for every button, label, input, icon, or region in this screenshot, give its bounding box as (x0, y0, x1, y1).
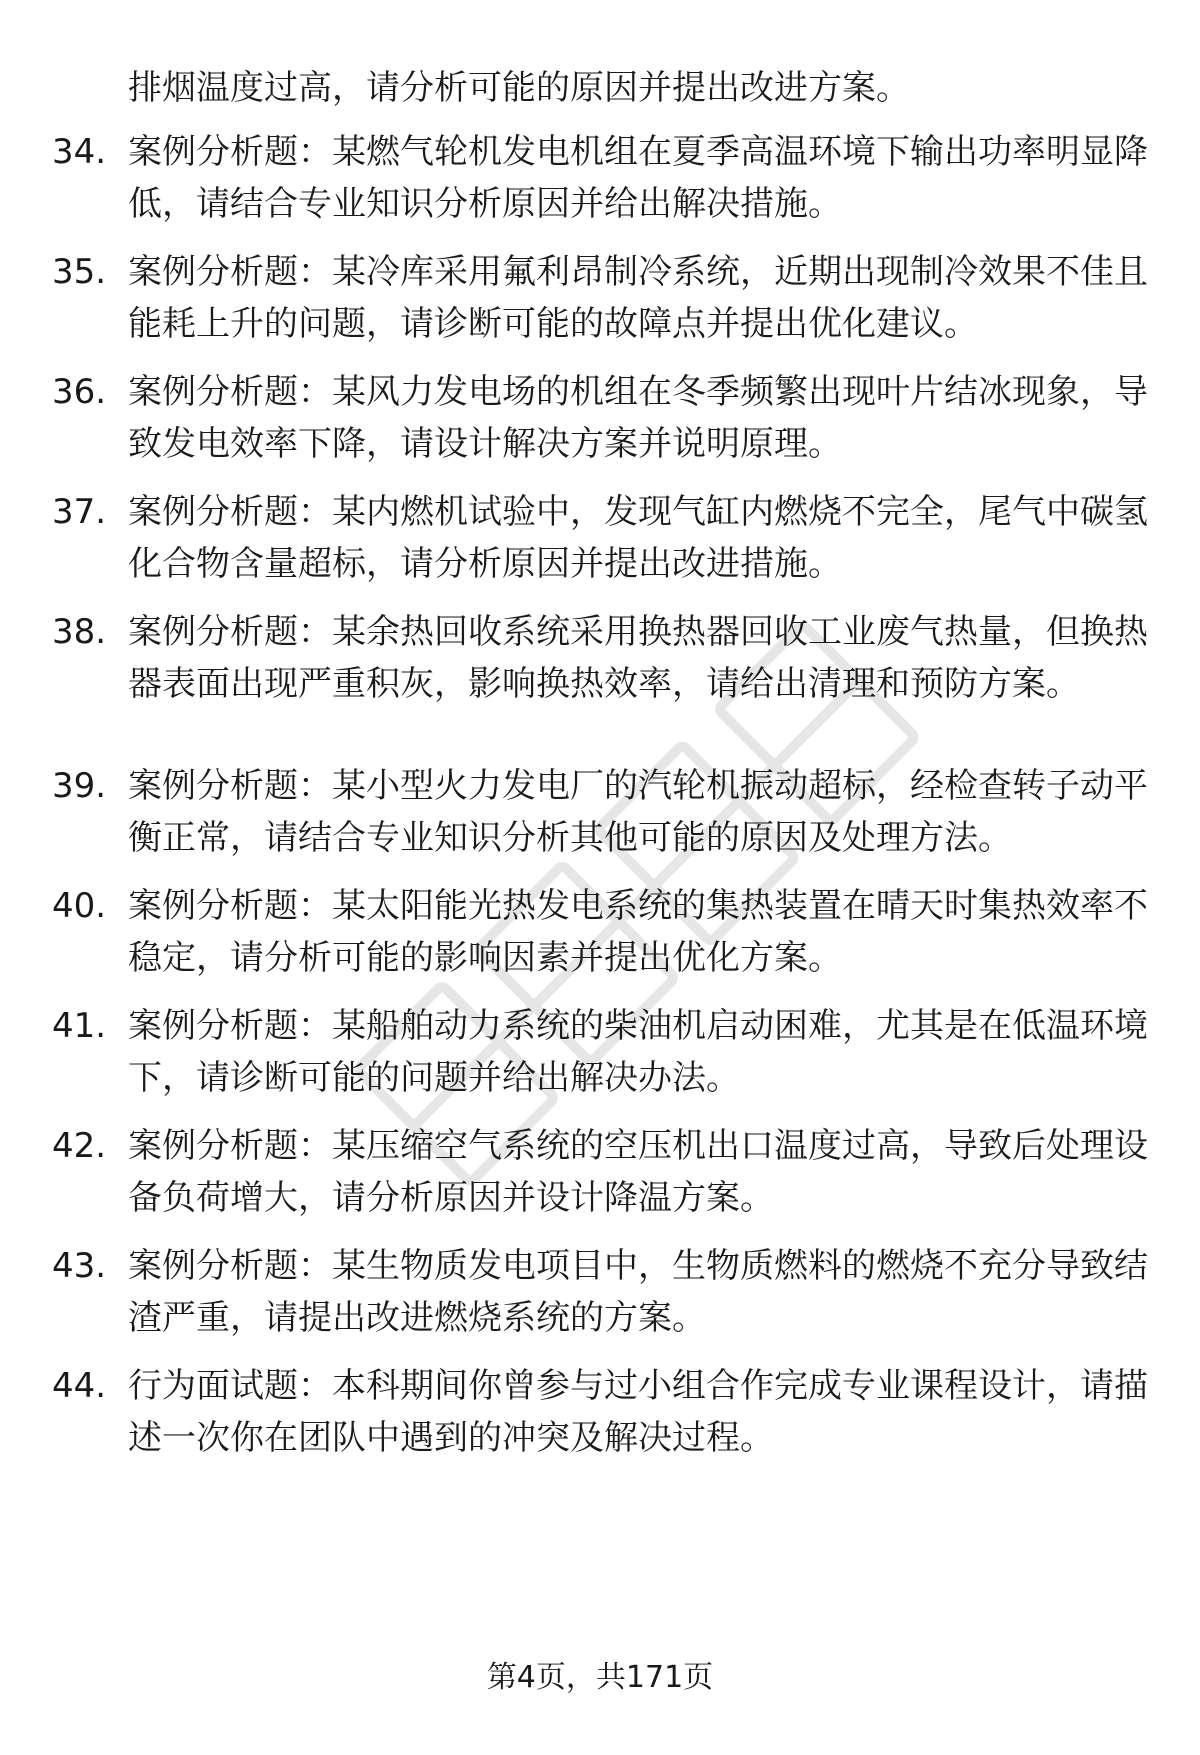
item-text: 案例分析题：某小型火力发电厂的汽轮机振动超标，经检查转子动平衡正常，请结合专业知识分析其他可能的原因及处理方法。 (128, 766, 1148, 858)
item-text: 案例分析题：某船舶动力系统的柴油机启动困难，尤其是在低温环境下，请诊断可能的问题并给出解决办法。 (128, 1006, 1148, 1098)
item-number: 39. (52, 766, 107, 806)
page-footer: 第4页，共171页 (486, 1660, 714, 1695)
item-number: 42. (52, 1126, 107, 1166)
continuation-text: 排烟温度过高，请分析可能的原因并提出改进方案。 (128, 68, 910, 108)
item-number: 37. (52, 492, 107, 532)
item-text: 案例分析题：某风力发电场的机组在冬季频繁出现叶片结冰现象，导致发电效率下降，请设计解决方案并说明原理。 (128, 372, 1148, 464)
item-number: 44. (52, 1366, 107, 1406)
item-number: 34. (52, 132, 107, 172)
item-number: 35. (52, 252, 107, 292)
item-text: 案例分析题：某燃气轮机发电机组在夏季高温环境下输出功率明显降低，请结合专业知识分析原因并给出解决措施。 (128, 132, 1148, 224)
item-number: 41. (52, 1006, 107, 1046)
item-text: 案例分析题：某内燃机试验中，发现气缸内燃烧不完全，尾气中碳氢化合物含量超标，请分析原因并提出改进措施。 (128, 492, 1148, 584)
item-text: 案例分析题：某生物质发电项目中，生物质燃料的燃烧不充分导致结渣严重，请提出改进燃烧系统的方案。 (128, 1246, 1148, 1338)
item-number: 38. (52, 612, 107, 652)
item-text: 案例分析题：某余热回收系统采用换热器回收工业废气热量，但换热器表面出现严重积灰，影响换热效率，请给出清理和预防方案。 (128, 612, 1148, 704)
item-text: 案例分析题：某冷库采用氟利昂制冷系统，近期出现制冷效果不佳且能耗上升的问题，请诊断可能的故障点并提出优化建议。 (128, 252, 1148, 344)
item-text: 案例分析题：某压缩空气系统的空压机出口温度过高，导致后处理设备负荷增大，请分析原因并设计降温方案。 (128, 1126, 1148, 1218)
item-text: 案例分析题：某太阳能光热发电系统的集热装置在晴天时集热效率不稳定，请分析可能的影响因素并提出优化方案。 (128, 886, 1148, 978)
item-text: 行为面试题：本科期间你曾参与过小组合作完成专业课程设计，请描述一次你在团队中遇到的冲突及解决过程。 (128, 1366, 1148, 1458)
item-number: 36. (52, 372, 107, 412)
item-number: 40. (52, 886, 107, 926)
item-number: 43. (52, 1246, 107, 1286)
